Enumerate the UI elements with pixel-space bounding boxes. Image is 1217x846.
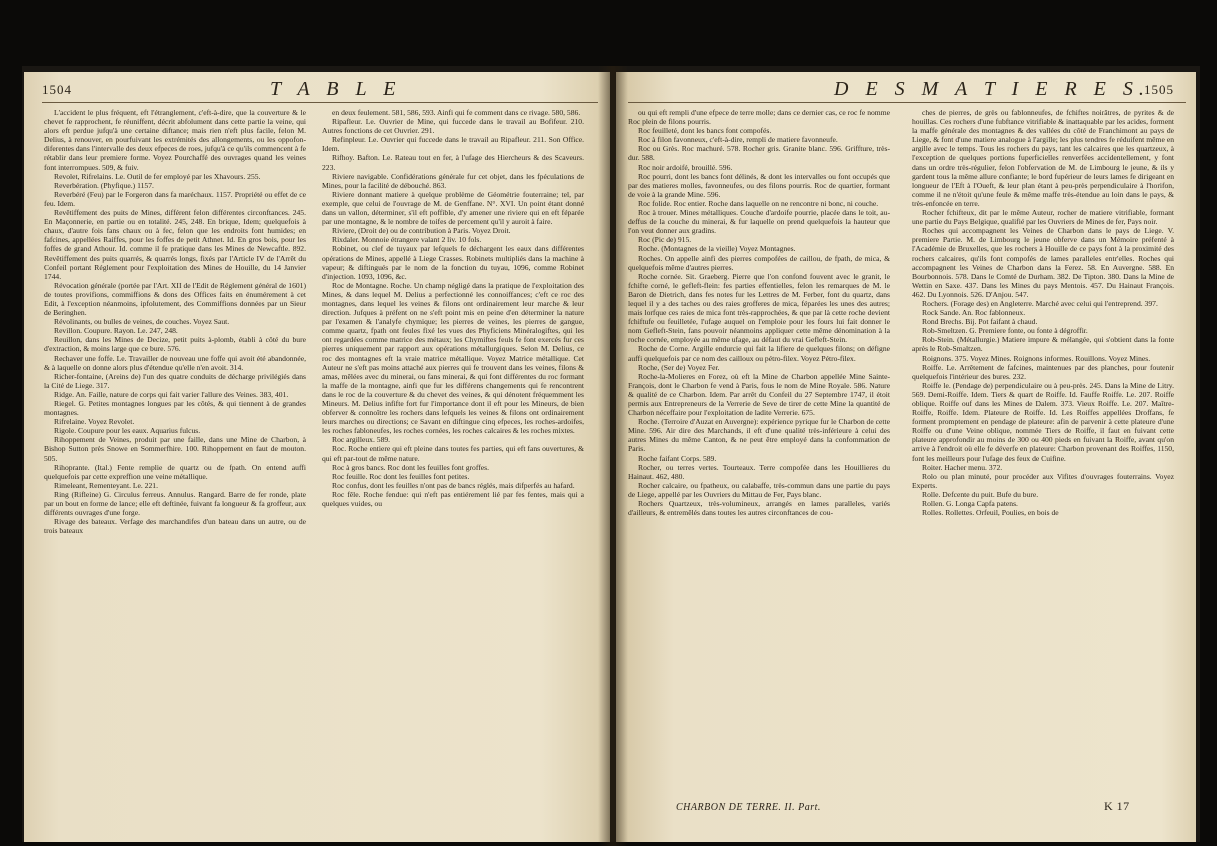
index-entry: Révocation générale (portée par l'Art. XII de l'Edit de Réglement général de 1601) de toutes provifions, commiffions & dons des Offices faits en énumérement à cet Edit, à l'exception néanmoins, ipfolutement, des Commiffions données par un Sieur de Beringhen.	[44, 280, 306, 318]
index-entry: Riviere, (Droit de) ou de contribution à Paris. Voyez Droit.	[332, 226, 511, 236]
index-entry: Roc (Pic de) 915.	[638, 235, 692, 245]
index-entry: Rifrelaine. Voyez Revolet.	[54, 417, 135, 427]
index-entry: Ridge. An. Faille, nature de corps qui fait varier l'allure des Veines. 383, 401.	[54, 389, 289, 399]
index-entry: Rihoppement de Veines, produit par une faille, dans une Mine de Charbon, à Bishop Sutton près Snowe en Sommerfhire. 100. Rihoppement en faut de mouton. 505.	[44, 435, 306, 463]
right-column-1	[628, 108, 890, 517]
left-column-2	[322, 108, 584, 508]
index-entry: Roches. On appelle ainfi des pierres compofées de caillou, de fpath, de mica, & quelquefois même d'autres pierres.	[628, 253, 890, 272]
footer-sheet-mark: K 17	[1104, 799, 1130, 813]
index-entry: Roche, (Ser de) Voyez Fer.	[638, 362, 720, 372]
index-entry: Rechaver une foffe. Le. Travailler de nouveau une foffe qui avoit été abandonnée, & à laquelle on donne alors plus d'étendue qu'elle n'en avoit. 314.	[44, 353, 306, 372]
index-entry: Ring (Rifleine) G. Circulus ferreus. Annulus. Rangard. Barre de fer ronde, plate par un bout en forme de lance; elle eft deftinée, fuivant fa longueur & fa groffeur, aux différents ouvrages d'une forge.	[44, 489, 306, 518]
index-entry: Roc à trouer. Mines métalliques. Couche d'ardoife pourrie, placée dans le toit, au-deffus de la couche du minerai, & fur laquelle on prend quelquefois la hauteur que l'on veut donner aux gradins.	[628, 208, 890, 236]
index-entry: Révolinants, ou bulles de veines, de couches. Voyez Saut.	[54, 317, 230, 327]
right-running-title: D E S M A T I E R E S.	[834, 78, 1150, 100]
index-entry: Ripafleur. Le. Ouvrier de Mine, qui fuccede dans le travail au Bofifeur. 210. Autres fonctions de cet Ouvrier. 291.	[322, 117, 584, 136]
left-column-1	[44, 108, 306, 535]
index-entry: Rolles. Rollettes. Orfeuil, Poulies, en bois de	[922, 508, 1059, 518]
index-entry: Rolo ou plan minuté, pour procéder aux Vifites d'ouvrages fouterrains. Voyez Experts.	[912, 471, 1174, 490]
left-running-title: T A B L E	[270, 78, 402, 100]
index-entry: Reverbéré (Feu) par le Forgeron dans fa maréchaux. 1157. Propriété ou effet de ce feu. Idem.	[44, 189, 306, 208]
left-page-number: 1504	[42, 82, 72, 97]
right-head-rule	[628, 102, 1186, 103]
index-entry: Roc pourri, dont les bancs font délinés, & dont les intervalles ou font occupés que par des matieres molles, favonneufes, ou des filons pourris. Roc de quartier, formant de voie à la grande Mine. 596.	[628, 171, 890, 199]
index-entry: Rollen. G. Longa Capfa patens.	[922, 499, 1018, 509]
index-entry: Rond Brechs. Bij. Pot faifant à chaud.	[922, 317, 1038, 327]
index-entry: Roche de Corne. Argille endurcie qui fait la lifiere de quelques filons; on défigne auffi quelquefois par ce nom des cailloux ou pétro-filex. Voyez Pétro-filex.	[628, 344, 890, 363]
index-entry: Rocher calcaire, ou fpatheux, ou calabaffe, très-commun dans une partie du pays de Liege, appellé par les Ouvriers du Mittau de Fer, Pays blanc.	[628, 480, 890, 499]
index-entry: Roche. (Terroire d'Auzat en Auvergne): expérience pyrique fur le Charbon de cette Mine. 596. Air dire des Marchands, il eft d'une qualité très-inférieure à celui des autres Mines du même Canton, & ne peut être employé dans la confommation de Paris.	[628, 417, 890, 454]
index-entry: Richer-fontaine, (Areins de) l'un des quatre conduits de décharge privilégiés dans la Cité de Liege. 317.	[44, 371, 306, 390]
index-entry: Roc folide. Roc entier. Roche dans laquelle on ne rencontre ni bonc, ni couche.	[638, 198, 879, 208]
footer-signature: CHARBON DE TERRE. II. Part.	[676, 802, 821, 813]
index-entry: Roc ou Grès. Roc machuré. 578. Rocher gris. Granite blanc. 596. Griffture, très-dur. 588.	[628, 144, 890, 163]
index-entry: Roc confus, dont les feuilles n'ont pas de bancs réglés, mais difperfés au hafard.	[332, 480, 575, 490]
index-entry: L'accident le plus fréquent, eft l'étranglement, c'eft-à-dire, que la couverture & le chevet fe rapprochent, fe réuniffent, décrit abfolument dans cette partie la veine, qui alors eft perdue jufqu'à une certaine diftance; mais rien n'eft plus facile, felon M. Delius, à renouver, en pourfuivant les extrémités des allongements, ou les oppofon-diferentes dans l'intervalle des deux efpeces de roes, jufqu'à ce qu'ils commencent à fe rétablir dans leur premiere forme. Voyez Pourchaffé des ouvrages quand les veines font interrompues. 509, & fuiv.	[44, 108, 306, 172]
index-entry: Roc à gros bancs. Roc dont les feuilles font groffes.	[332, 462, 489, 472]
index-entry: Rifhoy. Bafton. Le. Rateau tout en fer, à l'ufage des Hiercheurs & des Scaveurs. 223.	[322, 153, 584, 172]
index-entry: Roche-la-Molieres en Forez, où eft la Mine de Charbon appellée Mine Sainte-François, dont le Charbon fe vend à Paris, fous le nom de Mine Royale. 586. Nature & qualité de ce Charbon. Idem. Par arrêt du Confeil du 27 Septembre 1747, il étoit permis aux Entrepreneurs de la Verrerie de Seve de tirer de cette Mine la quantité de Charbon néceffaire pour l'exploitation de ladite Verrerie. 675.	[628, 371, 890, 418]
index-entry: Roc de Montagne. Roche. Un champ négligé dans la pratique de l'exploitation des Mines, & dans lequel M. Delius a perfectionné les connoiffances; c'eft ce roc des montagnes, dans lequel les veines & filons ont ordinairement leur marche & leur direction. Jufques à préfent on ne s'eft point mis en peine d'en déterminer la nature par l'examen & l'analyfe chymique; les pierres de veines, les pierres de gangue, comme quartz, fpath ont feules fixé les vues des Phyficiens Minéralogiftes, qui les ont regardées comme matrice des métaux; les Chymiftes feuls fe font exercés fur ces pierres uniquement par rapport aux opérations métallurgiques. Selon M. Delius, ce roc des montagnes eft la vraie matrice métallique. Voyez Matrice métallique. Cet Auteur ne s'eft pas moins attaché aux pierres qui fe trouvent dans les veines, filons & amas, mêlées avec du minerai, ou fans minerai, & qui font différentes du roc formant la maffe de la montagne, ainfi que fur les différens changements qui fe rencontrent dans le roc de la couverture & du chevet des veines, & qui dénotent fréquemment les Mineurs. M. Delius infifte fort fur l'importance dont il eft pour les Mineurs, de bien obferver & connoître les rochers dans lefquels les veines & filons ont ordinairement leurs marches ou directions; ce Savant en diftingue cinq efpeces, les roches-ardoifes, les roches fabloneufes, les roches cornées, les roches calcaires & les roches mixtes.	[322, 280, 584, 436]
index-entry: Roignons. 375. Voyez Mines. Roignons informes. Rouillons. Voyez Mines.	[922, 353, 1151, 363]
index-entry: Rolle. Defcente du puit. Bufe du bure.	[922, 489, 1039, 499]
index-entry: Roche faifant Corps. 589.	[638, 453, 717, 463]
index-entry: Roc feuille. Roc dont les feuilles font petites.	[332, 471, 470, 481]
index-entry: Roches qui accompagnent les Veines de Charbon dans le pays de Liege. V. premiere Partie. M. de Limbourg le jeune obferve dans un Mémoire préfenté à l'Académie de Bruxelles, que les rochers à Houille de ce pays font à la proximité des rochers calcaires, qu'ils font compofés de lames paralleles entr'elles. Roches qui accompagnent les Veines de Charbon dans la Ferez. 58. En Auvergne. 588. En Bourbonnois. 578. Dans le Comté de Durham. 382. De Tipton. 380. Dans la Mine de Wettin en Saxe. 437. Dans les Mines du pays Mentois. 457. Du Hainaut François. 462. Du Lyonnois. 526. D'Anjou. 547.	[912, 226, 1174, 299]
index-entry: Rocher, ou terres vertes. Tourteaux. Terre compofée dans les Houillieres du Hainaut. 462, 480.	[628, 462, 890, 481]
index-entry: Riviere donnant matiere à quelque problème de Géométrie fouterraine; tel, par exemple, que celui de l'ouvrage de M. de Genffane. N°. XVI. Un point étant donné dans un vallon, déterminer, s'il eft poffible, d'y amener une riviere qui en eft féparée par une montagne, & le nombre de toifes de percement qu'il y auroit à faire.	[322, 189, 584, 227]
left-head-rule	[42, 102, 598, 103]
index-entry: Roc argilleux. 589.	[332, 435, 391, 445]
index-entry: Roiffe. Le. Arrêtement de fafcines, maintenues par des planches, pour foutenir quelquefois l'intérieur des bures. 232.	[912, 362, 1174, 381]
index-entry: Rob-Stein. (Métallurgie.) Matiere impure & mélangée, qui s'obtient dans la fonte après le Rob-Smaltzen.	[912, 335, 1174, 354]
index-entry: Robinet, ou clef de tuyaux par lefquels fe déchargent les eaux dans différentes opérations de Mines, appellé à Liege Crasses. Robinets multipliés dans la machine à vapeur; & diftingués par le nom de la fonction du tuyau, 1096, comme Robinet d'injection. 1093, 1096, &c.	[322, 244, 584, 281]
index-entry: ou qui eft rempli d'une efpece de terre molle; dans ce dernier cas, ce roc fe nomme Roc plein de filons pourris.	[628, 108, 890, 127]
index-entry: Revêtiffement des puits de Mines, différent felon différentes circonftances. 245. En Maçonnerie, en partie ou en totalité. 245, 248. En brique, Idem; quelquefois à chaux, d'autre fois fans chaux ou à fec, felon que les endroits font humides; en fafcines, appellées Raiffes, pour les foffes de petit Athnet. Id. En gros bois, pour les foffes de grand Athour. Id. comme il fe pratique dans les Mines de Newcaftle. 892. Revêtiffement des puits quarrés, & quarrés longs, fixés par l'Article IV de l'Arrêt du Confeil portant Réglement pour l'exploitation des Mines de Houille, du 14 Janvier 1744.	[44, 208, 306, 281]
index-entry: Revillon. Coupure. Rayon. Le. 247, 248.	[54, 326, 178, 336]
index-entry: ches de pierres, de grès ou fablonneufes, de fchiftes noirâtres, de pyrites & de houillas. Ces rochers d'une fubftance vitrifiable & inattaquable par les acides, forment la maffe générale des montagnes & des vallées du côté de Franchimont au pays de Liege, & font d'une matiere analogue à l'argille; les plus tendres fe réduifent même en argille avec le temps. Tous les rochers du pays, tant les calcaires que les quartzeux, à l'exception de quelques portions fuperficielles renverfées accidentellement, y font dans un ordre très-régulier, felon l'obfervation de M. de Limbourg le jeune, & ils y gardent tous la même allure confiante; le bord fupérieur de leurs lames fe dirigeant en longueur de l'Eft à l'Oueft, & leur plan étant à peu-près perpendiculaire à l'horifon, comme il ne n'étoit qu'une feule & même maffe très-étendue au loin dans le pays, & très-enfoncée en terre.	[912, 108, 1174, 208]
index-entry: Riegel. G. Petites montagnes longues par les côtés, & qui tiennent à de grandes montagnes.	[44, 399, 306, 418]
index-entry: Rocher fchifteux, dit par le même Auteur, rocher de matiere vitrifiable, formant une partie du Pays Belgique, qualifié par les Ouvriers de Mines de fer, Pays noir.	[912, 208, 1174, 227]
index-entry: Rochers Quartzeux, très-volumineux, arrangés en lames paralleles, variés d'ailleurs, & entremêlés dans toutes les autres circonftances de cou-	[628, 499, 890, 518]
index-entry: Rob-Smeltzen. G. Premiere fonte, ou fonte à dégroffir.	[922, 326, 1088, 336]
index-entry: Roche. (Montagnes de la vieille) Voyez Montagnes.	[638, 244, 796, 254]
index-entry: Reuillon, dans les Mines de Decize, petit puits à-plomb, établi à côté du bure d'extraction, & moins large que ce bure. 576.	[44, 335, 306, 354]
index-entry: Roche cornée. Sit. Graeberg. Pierre que l'on confond fouvent avec le granit, le fchifte corné, le gefleft-flein: fes parties effentielles, felon les remarques de M. le Baron de Dietrich, dans fes notes fur les Lettres de M. Ferber, font du quartz, dans lequel il y a des taches ou des raies grofferes de mica, féparées les unes des autres; mais lorfque ces raies de mica font très-rapprochées, & que par là cette roche devient fchiftufe ou feuilletée, l'ufage auquel on l'emploie pour les fours lui fait donner le nom Gefleft-Stein, fans pouvoir néanmoins appliquer cette même dénomination à la roche cornée, employée au même ufage, au défaut du vrai Gefleft-Stein.	[628, 271, 890, 345]
index-entry: Roc noir ardoifé, brouillé. 596.	[638, 162, 733, 172]
right-page-number: 1505	[1144, 82, 1174, 97]
index-entry: Rimeleant, Rementeyant. Le. 221.	[54, 480, 158, 490]
index-entry: Roc à filon favonneux, c'eft-à-dire, rempli de matiere favonneufe.	[638, 135, 838, 145]
index-entry: Refinpleur. Le. Ouvrier qui fuccede dans le travail au Ripafleur. 211. Son Office. Idem.	[322, 135, 584, 154]
index-entry: Roc feuilleté, dont les bancs font compofés.	[638, 126, 772, 136]
index-entry: Rivage des bateaux. Verfage des marchandifes d'un bateau dans un autre, ou de trois bateaux	[44, 517, 306, 536]
index-entry: Rixdaler. Monnoie étrangere valant 2 liv. 10 fols.	[332, 235, 482, 245]
index-entry: Revolet, Rifrelains. Le. Outil de fer employé par les Xhavours. 255.	[54, 171, 261, 181]
index-entry: Reverbération. (Phyfique.) 1157.	[54, 180, 154, 190]
index-entry: Roiffe le. (Pendage de) perpendiculaire ou à peu-près. 245. Dans la Mine de Litry. 569. Demi-Roiffe. Idem. Tiers & quart de Roiffe. Id. Fauffe Roiffe. Le. 207. Roiffe oblique. Roiffe ouf dans les Mines de Dalem. 373. Vieux Roiffe. Le. 207. Maître-Roiffe, Roiffe. Idem. Plateure de Roiffe. Id. Les Roiffes appellées Droffans, fe forment promptement en pendage de plateure: afin de parvenir à cette plateure d'une Roiffe ou d'une Veine oblique, nommée Tiers de Roiffe, il faut en fuivant cette plateure approfondir au moins de 300 ou 400 pieds en fuivant la Roiffe, avant qu'on arrive à l'endroit où elle fe déverfe en plateure: Charbon provenant des Roiffes, 1150, font les meilleurs pour l'ufage des feux de Cuifine.	[912, 380, 1174, 463]
index-entry: Rochers. (Forage des) en Angleterre. Marché avec celui qui l'entreprend. 397.	[922, 298, 1158, 308]
index-entry: Rigole. Coupure pour les eaux. Aquarius fulcus.	[54, 426, 201, 436]
right-column-2	[912, 108, 1174, 517]
index-entry: Roc. Roche entiere qui eft pleine dans toutes fes parties, qui eft fans ouvertures, & qui eft par-tout de même nature.	[322, 444, 584, 463]
right-page	[616, 72, 1196, 842]
index-entry: Roiter. Hacher menu. 372.	[922, 462, 1003, 472]
index-entry: en deux feulement. 581, 586, 593. Ainfi qui fe comment dans ce rivage. 580, 586.	[332, 108, 581, 117]
left-page	[24, 72, 610, 842]
index-entry: Roc fêle. Roche fendue: qui n'eft pas entiérement lié par fes fentes, mais qui a quelques vuides, ou	[322, 489, 584, 509]
index-entry: Rock Sande. An. Roc fablonneux.	[922, 308, 1026, 318]
index-entry: Rihoprante. (Ital.) Fente remplie de quartz ou de fpath. On entend auffi quelquefois par cette expreffion une veine métallique.	[44, 462, 306, 481]
index-entry: Riviere navigable. Confidérations générale fur cet objet, dans les fpéculations de Mines, pour la facilité de débouché. 863.	[322, 171, 584, 190]
